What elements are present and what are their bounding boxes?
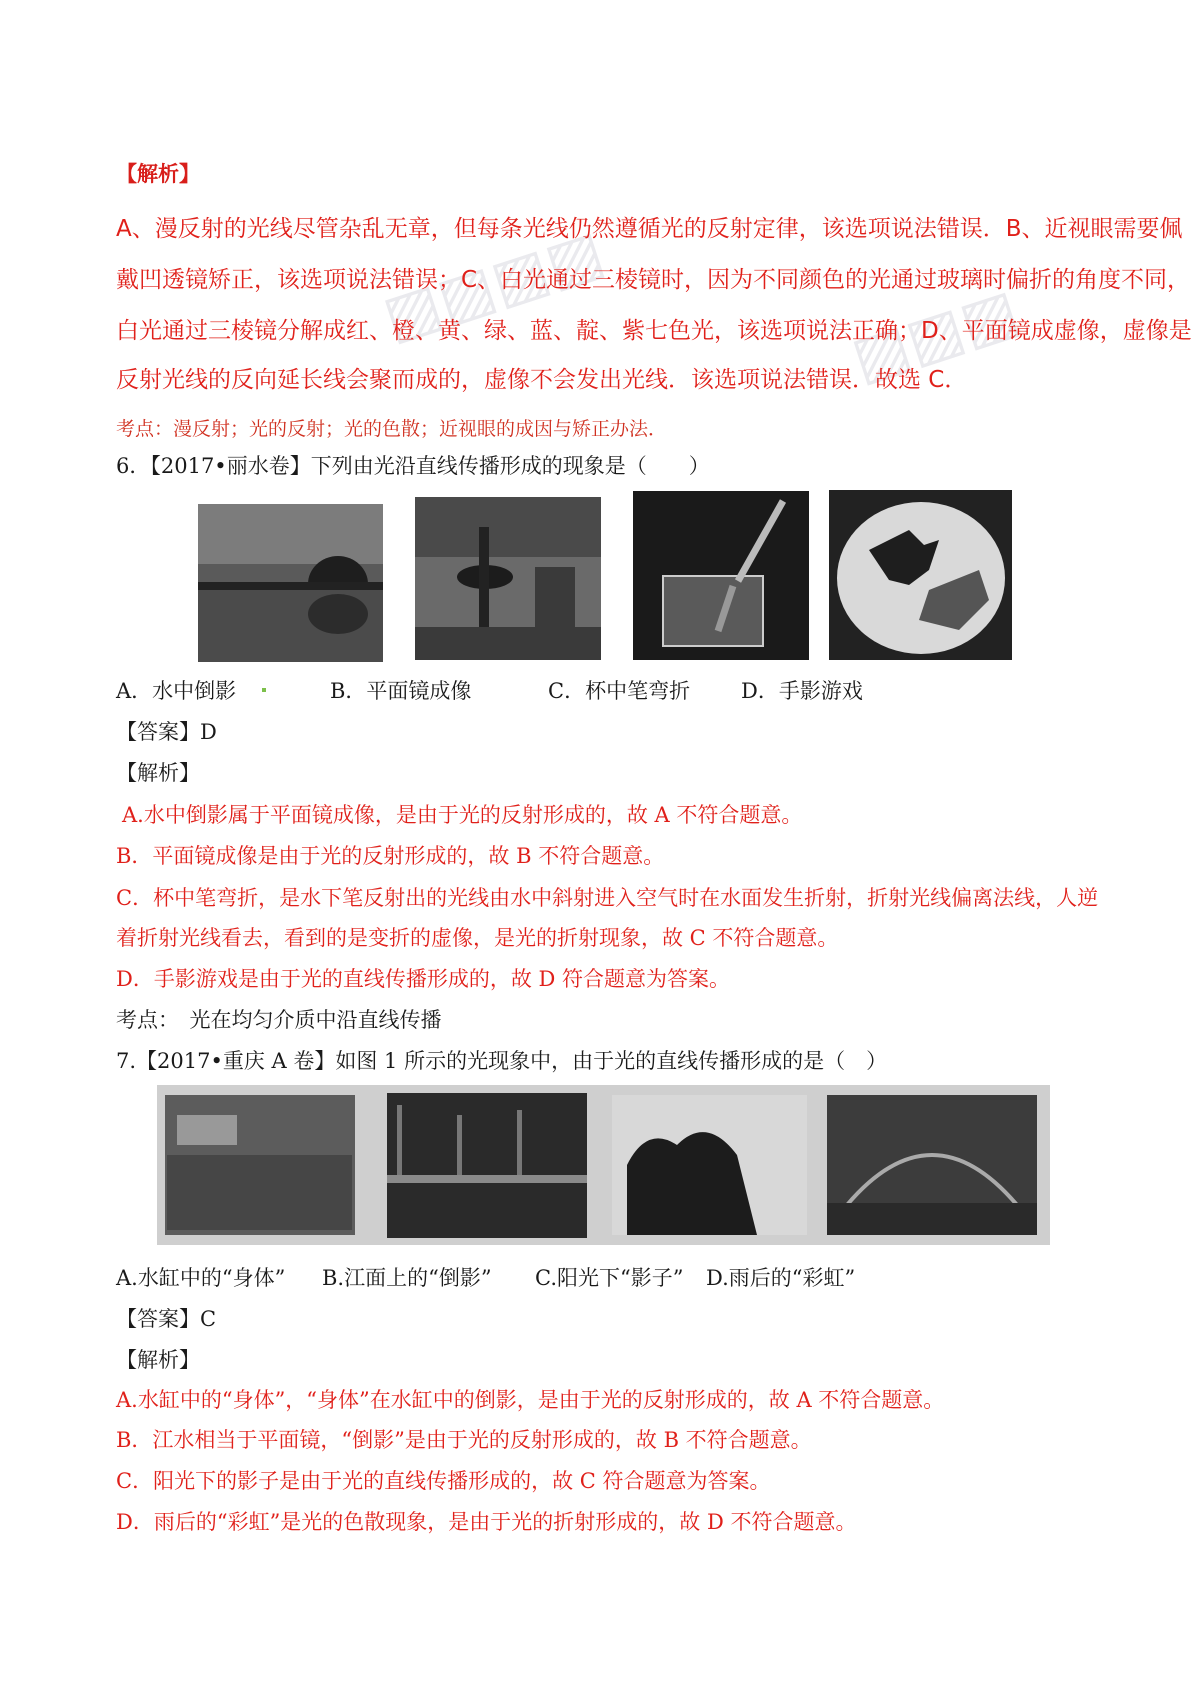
question-stem: 6．【2017•丽水卷】下列由光沿直线传播形成的现象是（ ） xyxy=(116,454,710,478)
option-b: B．平面镜成像 xyxy=(330,679,472,703)
analysis-line: A、漫反射的光线尽管杂乱无章，但每条光线仍然遵循光的反射定律，该选项说法错误．B、近视眼需要佩 xyxy=(116,216,1183,242)
analysis-label: 【解析】 xyxy=(116,761,200,785)
analysis-line: D．手影游戏是由于光的直线传播形成的，故 D 符合题意为答案。 xyxy=(116,967,731,991)
option-a: A．水中倒影 xyxy=(116,679,237,703)
option-c: C．杯中笔弯折 xyxy=(548,679,691,703)
kaodian: 考点： 光在均匀介质中沿直线传播 xyxy=(116,1008,442,1032)
analysis-line: A.水中倒影属于平面镜成像，是由于光的反射形成的，故 A 不符合题意。 xyxy=(122,803,803,827)
kaodian: 考点：漫反射；光的反射；光的色散；近视眼的成因与矫正办法． xyxy=(116,418,668,440)
option-b: B.江面上的“倒影” xyxy=(322,1266,492,1290)
watermark: ▨▨▨▨ xyxy=(374,216,613,354)
analysis-line: 白光通过三棱镜分解成红、橙、黄、绿、蓝、靛、紫七色光，该选项说法正确；D、平面镜成虚像，虚像是 xyxy=(116,318,1192,344)
photo-mirror-dancer xyxy=(415,497,601,660)
watermark: ▨▨▨ xyxy=(843,275,1027,395)
analysis-line: C．杯中笔弯折，是水下笔反射出的光线由水中斜射进入空气时在水面发生折射，折射光线偏离法线，人逆 xyxy=(116,886,1099,910)
option-a: A.水缸中的“身体” xyxy=(116,1266,286,1290)
option-d: D.雨后的“彩虹” xyxy=(706,1266,856,1290)
analysis-line: 着折射光线看去，看到的是变折的虚像，是光的折射现象，故 C 不符合题意。 xyxy=(116,926,839,950)
analysis-label: 【解析】 xyxy=(116,1348,200,1372)
analysis-line: 反射光线的反向延长线会聚而成的，虚像不会发出光线．该选项说法错误．故选 C． xyxy=(116,367,968,393)
photo-pencil-in-glass xyxy=(633,491,809,660)
analysis-label: 【解析】 xyxy=(116,162,200,186)
option-d: D．手影游戏 xyxy=(741,679,863,703)
answer: 【答案】D xyxy=(116,720,217,744)
analysis-line: B．平面镜成像是由于光的反射形成的，故 B 不符合题意。 xyxy=(116,844,665,868)
analysis-line: A.水缸中的“身体”，“身体”在水缸中的倒影，是由于光的反射形成的，故 A 不符合题意。 xyxy=(116,1388,945,1412)
photo-water-reflection xyxy=(198,504,383,662)
answer: 【答案】C xyxy=(116,1307,217,1331)
figure-1-strip xyxy=(157,1085,1050,1245)
analysis-line: 戴凹透镜矫正，该选项说法错误；C、白光通过三棱镜时，因为不同颜色的光通过玻璃时偏折的角度不同， xyxy=(116,267,1191,293)
analysis-line: B．江水相当于平面镜，“倒影”是由于光的反射形成的，故 B 不符合题意。 xyxy=(116,1428,812,1452)
analysis-line: D．雨后的“彩虹”是光的色散现象，是由于光的折射形成的，故 D 不符合题意。 xyxy=(116,1510,857,1534)
analysis-line: C．阳光下的影子是由于光的直线传播形成的，故 C 符合题意为答案。 xyxy=(116,1469,771,1493)
photo-hand-shadow xyxy=(829,490,1012,660)
question-stem: 7.【2017•重庆 A 卷】如图 1 所示的光现象中，由于光的直线传播形成的是（ ） xyxy=(116,1049,888,1073)
stray-dot xyxy=(262,688,266,692)
option-c: C.阳光下“影子” xyxy=(535,1266,684,1290)
